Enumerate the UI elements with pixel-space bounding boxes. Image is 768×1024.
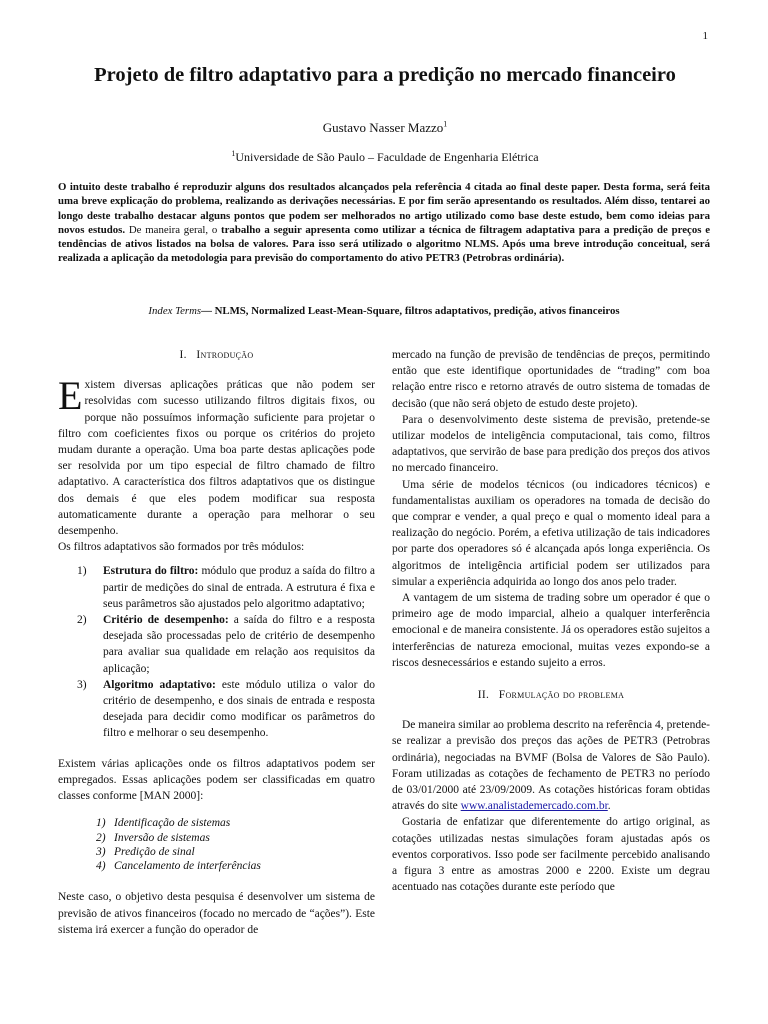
class-text: Cancelamento de interferências bbox=[114, 860, 261, 873]
class-text: Identificação de sistemas bbox=[114, 817, 231, 830]
class-num: 3) bbox=[96, 845, 106, 858]
section-1-number: I. bbox=[179, 349, 187, 361]
affiliation-text: Universidade de São Paulo – Faculdade de Engenharia Elétrica bbox=[235, 150, 539, 164]
class-item bbox=[96, 816, 375, 830]
modules-list bbox=[58, 563, 375, 741]
author-name: Gustavo Nasser Mazzo bbox=[322, 120, 444, 135]
intro-paragraph-1 bbox=[58, 373, 375, 539]
index-terms bbox=[58, 305, 710, 317]
module-item bbox=[77, 563, 376, 612]
formulation-p1-text: De maneira similar ao problema descrito na referência 4, pretende-se realizar a previsão dos preços das ações de PETR3 (Petrobras ordinária), negociadas na BVMF (Bolsa de Valores de São Paulo). Foram utilizadas as cotações de fechamento de PETR3 no período de 03/01/2000 até 23/09/2009. As cotações históricas foram obtidas através do site bbox=[392, 719, 710, 813]
paper-title: Projeto de filtro adaptativo para a predição no mercado financeiro bbox=[94, 64, 676, 86]
intro-p1-text: xistem diversas aplicações práticas que não podem ser resolvidas com sucesso utilizando filtros digitais fixos, ou porque não possuímos informação suficiente para projetar o filtro com coeficientes fixos ou porque os critérios do projeto mudam durante a operação. Uma boa parte destas aplicações pode ser resolvida por um tipo especial de filtro chamado de filtro adaptativo. A característica dos filtros adaptativos que os distingue dos demais é que eles podem modificar sua resposta automaticamente durante a operação para melhorar o seu desempenho. bbox=[58, 379, 375, 538]
abstract-part2: De maneira geral, o bbox=[125, 223, 222, 236]
abstract-part1: O intuito deste trabalho é reproduzir alguns dos resultados alcançados pela referência 4 citada ao final deste paper. Desta forma, será feita uma breve explicação do problema, realizando as derivações necessárias. E por fim serão apresentando os resultados. Além disso, tentarei ao longo deste trabalho destacar alguns pontos que podem ser melhorados no artigo utilizado como base deste estudo, bem como ideias para novos estudos. bbox=[58, 181, 710, 236]
author-line bbox=[40, 120, 730, 136]
module-term: Critério de desempenho: bbox=[103, 614, 229, 627]
formulation-p1-end: . bbox=[607, 800, 611, 813]
class-item bbox=[96, 831, 375, 845]
right-column bbox=[392, 347, 710, 896]
author-sup: 1 bbox=[443, 119, 448, 129]
class-item bbox=[96, 859, 375, 873]
section-1-title: Introdução bbox=[196, 349, 254, 361]
module-desc: este módulo utiliza o valor do critério de desempenho, e dos sinais de entrada e resposta desejada para decidir como modificar os parâmetros do filtro e melhorar o seu desempenho. bbox=[103, 678, 375, 740]
section-1-heading bbox=[58, 347, 375, 363]
class-text: Predição de sinal bbox=[114, 845, 195, 858]
index-terms-label: Index Terms bbox=[148, 305, 202, 317]
intro-paragraph-7: Uma série de modelos técnicos (ou indicadores técnicos) e fundamentalistas auxiliam os operadores na tomada de decisão do que comprar e vender, a qual preço e qual o momento ideal para a realização do negócio. Porém, a efetiva utilização de tais indicadores por parte dos operadores só é alcançada após longa experiência. Os algoritmos de inteligência artificial podem ser utilizados para simular a experiência adquirida ao longo dos anos pelo trader. bbox=[392, 478, 710, 588]
module-num: 2) bbox=[77, 614, 87, 627]
page-number: 1 bbox=[702, 30, 708, 42]
intro-paragraph-2: Os filtros adaptativos são formados por três módulos: bbox=[58, 541, 305, 554]
intro-paragraph-8: A vantagem de um sistema de trading sobre um operador é que o primeiro age de modo imparcial, alheio a qualquer interferência emocional e de maneira consistente. Já os operadores estão sujeitos a interferências de natureza emocional, muitas vezes expondo-se a riscos desnecessários e estando sujeito a erros. bbox=[392, 592, 710, 669]
source-link[interactable]: www.analistademercado.com.br bbox=[460, 800, 608, 813]
module-desc: módulo que produz a saída do filtro a partir de medições do sinal de entrada. A estrutura é fixa e seus parâmetros são ajustados pelo algoritmo adaptativo; bbox=[103, 565, 376, 610]
class-text: Inversão de sistemas bbox=[114, 831, 210, 844]
classes-list bbox=[58, 816, 375, 873]
class-num: 4) bbox=[96, 860, 106, 873]
class-num: 1) bbox=[96, 817, 106, 830]
section-2-title: Formulação do problema bbox=[498, 689, 625, 702]
drop-cap: E bbox=[58, 373, 83, 419]
formulation-paragraph-2: Gostaria de enfatizar que diferentemente do artigo original, as cotações utilizadas nestas simulações foram ajustadas após os eventos corporativos. Isso pode ser facilmente percebido analisando a figura 3 entre as amostras 2000 e 2200. Existe um degrau acentuado nas cotações durante este período que bbox=[392, 816, 710, 894]
module-term: Estrutura do filtro: bbox=[103, 565, 199, 578]
module-item bbox=[77, 612, 376, 677]
class-item bbox=[96, 845, 375, 859]
abstract-part3: trabalho a seguir apresenta como utilizar a técnica de filtragem adaptativa para a predição de preços e tendências de ativos listados na bolsa de valores. Para isso será utilizado o algoritmo NLMS. Após uma breve introdução conceitual, será realizada a aplicação da metodologia para previsão do comportamento do ativo PETR3 (Petrobras ordinária). bbox=[58, 223, 710, 265]
formulation-paragraph-1 bbox=[392, 717, 710, 814]
module-term: Algoritmo adaptativo: bbox=[103, 678, 216, 691]
module-desc: a saída do filtro e a resposta desejada são processadas pelo de critério de desempenho para avaliar sua qualidade em relação aos requisitos da aplicação; bbox=[103, 614, 376, 675]
module-num: 3) bbox=[77, 678, 87, 691]
section-2-number: II. bbox=[477, 689, 490, 702]
module-item bbox=[77, 677, 375, 742]
section-2-heading bbox=[392, 687, 710, 703]
affiliation bbox=[40, 150, 730, 165]
affiliation-sup: 1 bbox=[231, 149, 236, 158]
abstract bbox=[58, 180, 710, 266]
left-column bbox=[58, 347, 375, 938]
intro-paragraph-5: mercado na função de previsão de tendências de preços, permitindo então que este identifique oportunidades de “trading” com boa relação entre risco e retorno através de outro sistema de tomadas de decisão (que não será objeto de estudo deste projeto). bbox=[392, 349, 710, 410]
intro-paragraph-4: Neste caso, o objetivo desta pesquisa é desenvolver um sistema de previsão de ativos financeiros (focado no mercado de “ações”). Este sistema irá exercer a função do operador de bbox=[58, 891, 375, 936]
intro-paragraph-3: Existem várias aplicações onde os filtros adaptativos podem ser empregados. Essas aplicações podem ser classificadas em quatro classes conforme [MAN 2000]: bbox=[58, 757, 375, 803]
module-num: 1) bbox=[77, 565, 87, 578]
index-terms-text: — NLMS, Normalized Least-Mean-Square, filtros adaptativos, predição, ativos financeiros bbox=[201, 305, 620, 317]
intro-paragraph-6: Para o desenvolvimento deste sistema de previsão, pretende-se utilizar modelos de inteligência computacional, tais como, filtros adaptativos, que servirão de base para predição dos preços dos ativos no mercado financeiro. bbox=[392, 413, 710, 475]
class-num: 2) bbox=[96, 831, 106, 844]
